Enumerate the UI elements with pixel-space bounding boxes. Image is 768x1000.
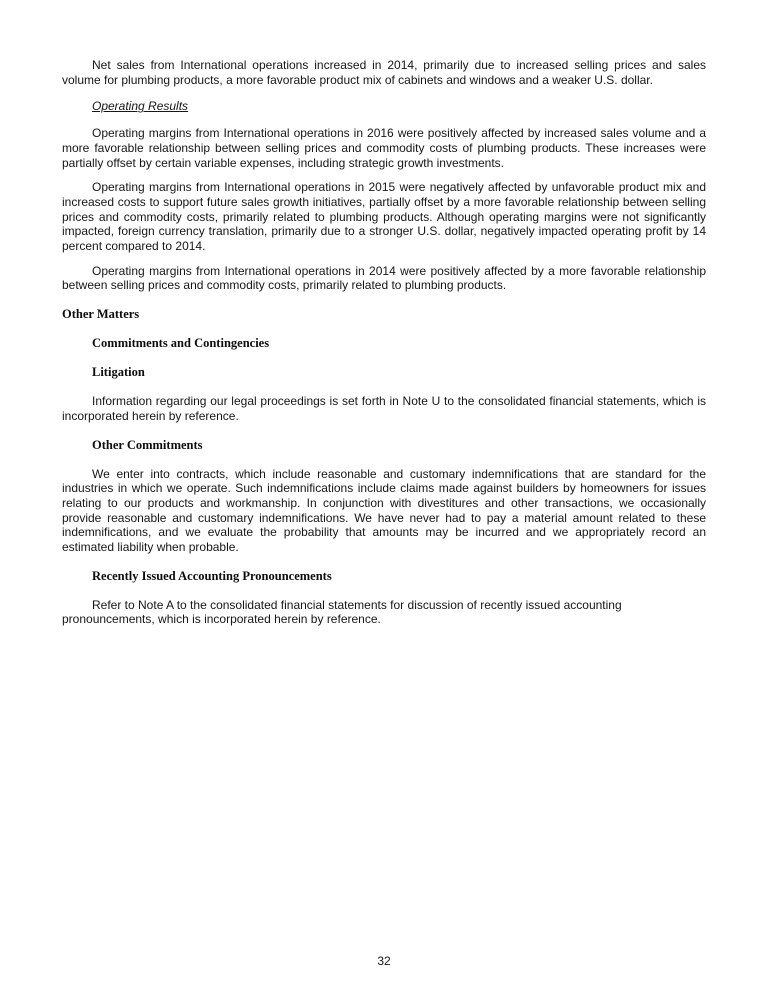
heading-litigation: Litigation [92, 365, 145, 380]
paragraph-other-commitments: We enter into contracts, which include reasonable and customary indemnifications that are standard for the industries in which we operate. Such indemnifications include claims made against builders by homeowners for issues relating to our products and workmanship. In conjunction with divestitures and other transactions, we occasionally provide reasonable and customary indemnifications. We have never had to pay a material amount related to these indemnifications, and we evaluate the probability that amounts may be incurred and we appropriately record an estimated liability when probable. [62, 466, 706, 555]
heading-operating-results: Operating Results [92, 99, 189, 114]
heading-other-commitments: Other Commitments [92, 437, 203, 452]
paragraph-recent-pronouncements: Refer to Note A to the consolidated financial statements for discussion of recently issued accounting pronouncements, which is incorporated herein by reference. [62, 597, 622, 627]
heading-other-matters: Other Matters [62, 307, 140, 322]
paragraph-operating-margins-2016: Operating margins from International operations in 2016 were positively affected by increased sales volume and a more favorable relationship between selling prices and commodity costs of plumbing products. These increases were partially offset by certain variable expenses, including strategic growth investments. [62, 126, 706, 170]
page-number: 32 [377, 954, 391, 968]
paragraph-litigation: Information regarding our legal proceedings is set forth in Note U to the consolidated financial statements, which is incorporated herein by reference. [62, 394, 706, 423]
paragraph-operating-margins-2014: Operating margins from International operations in 2014 were positively affected by a more favorable relationship between selling prices and commodity costs, primarily related to plumbing products. [62, 263, 706, 293]
heading-commitments-and-contingencies: Commitments and Contingencies [92, 336, 270, 351]
paragraph-operating-margins-2015: Operating margins from International operations in 2015 were negatively affected by unfavorable product mix and increased costs to support future sales growth initiatives, partially offset by a more favorable relationship between selling prices and commodity costs, primarily related to plumbing products. Although operating margins were not significantly impacted, foreign currency translation, primarily due to a stronger U.S. dollar, negatively impacted operating profit by 14 percent compared to 2014. [62, 180, 706, 254]
heading-recently-issued-accounting-pronouncements: Recently Issued Accounting Pronouncements [92, 568, 332, 583]
document-body [62, 58, 706, 637]
paragraph-net-sales-2014: Net sales from International operations increased in 2014, primarily due to increased selling prices and sales volume for plumbing products, a more favorable product mix of cabinets and windows and a weaker U.S. dollar. [62, 58, 706, 87]
